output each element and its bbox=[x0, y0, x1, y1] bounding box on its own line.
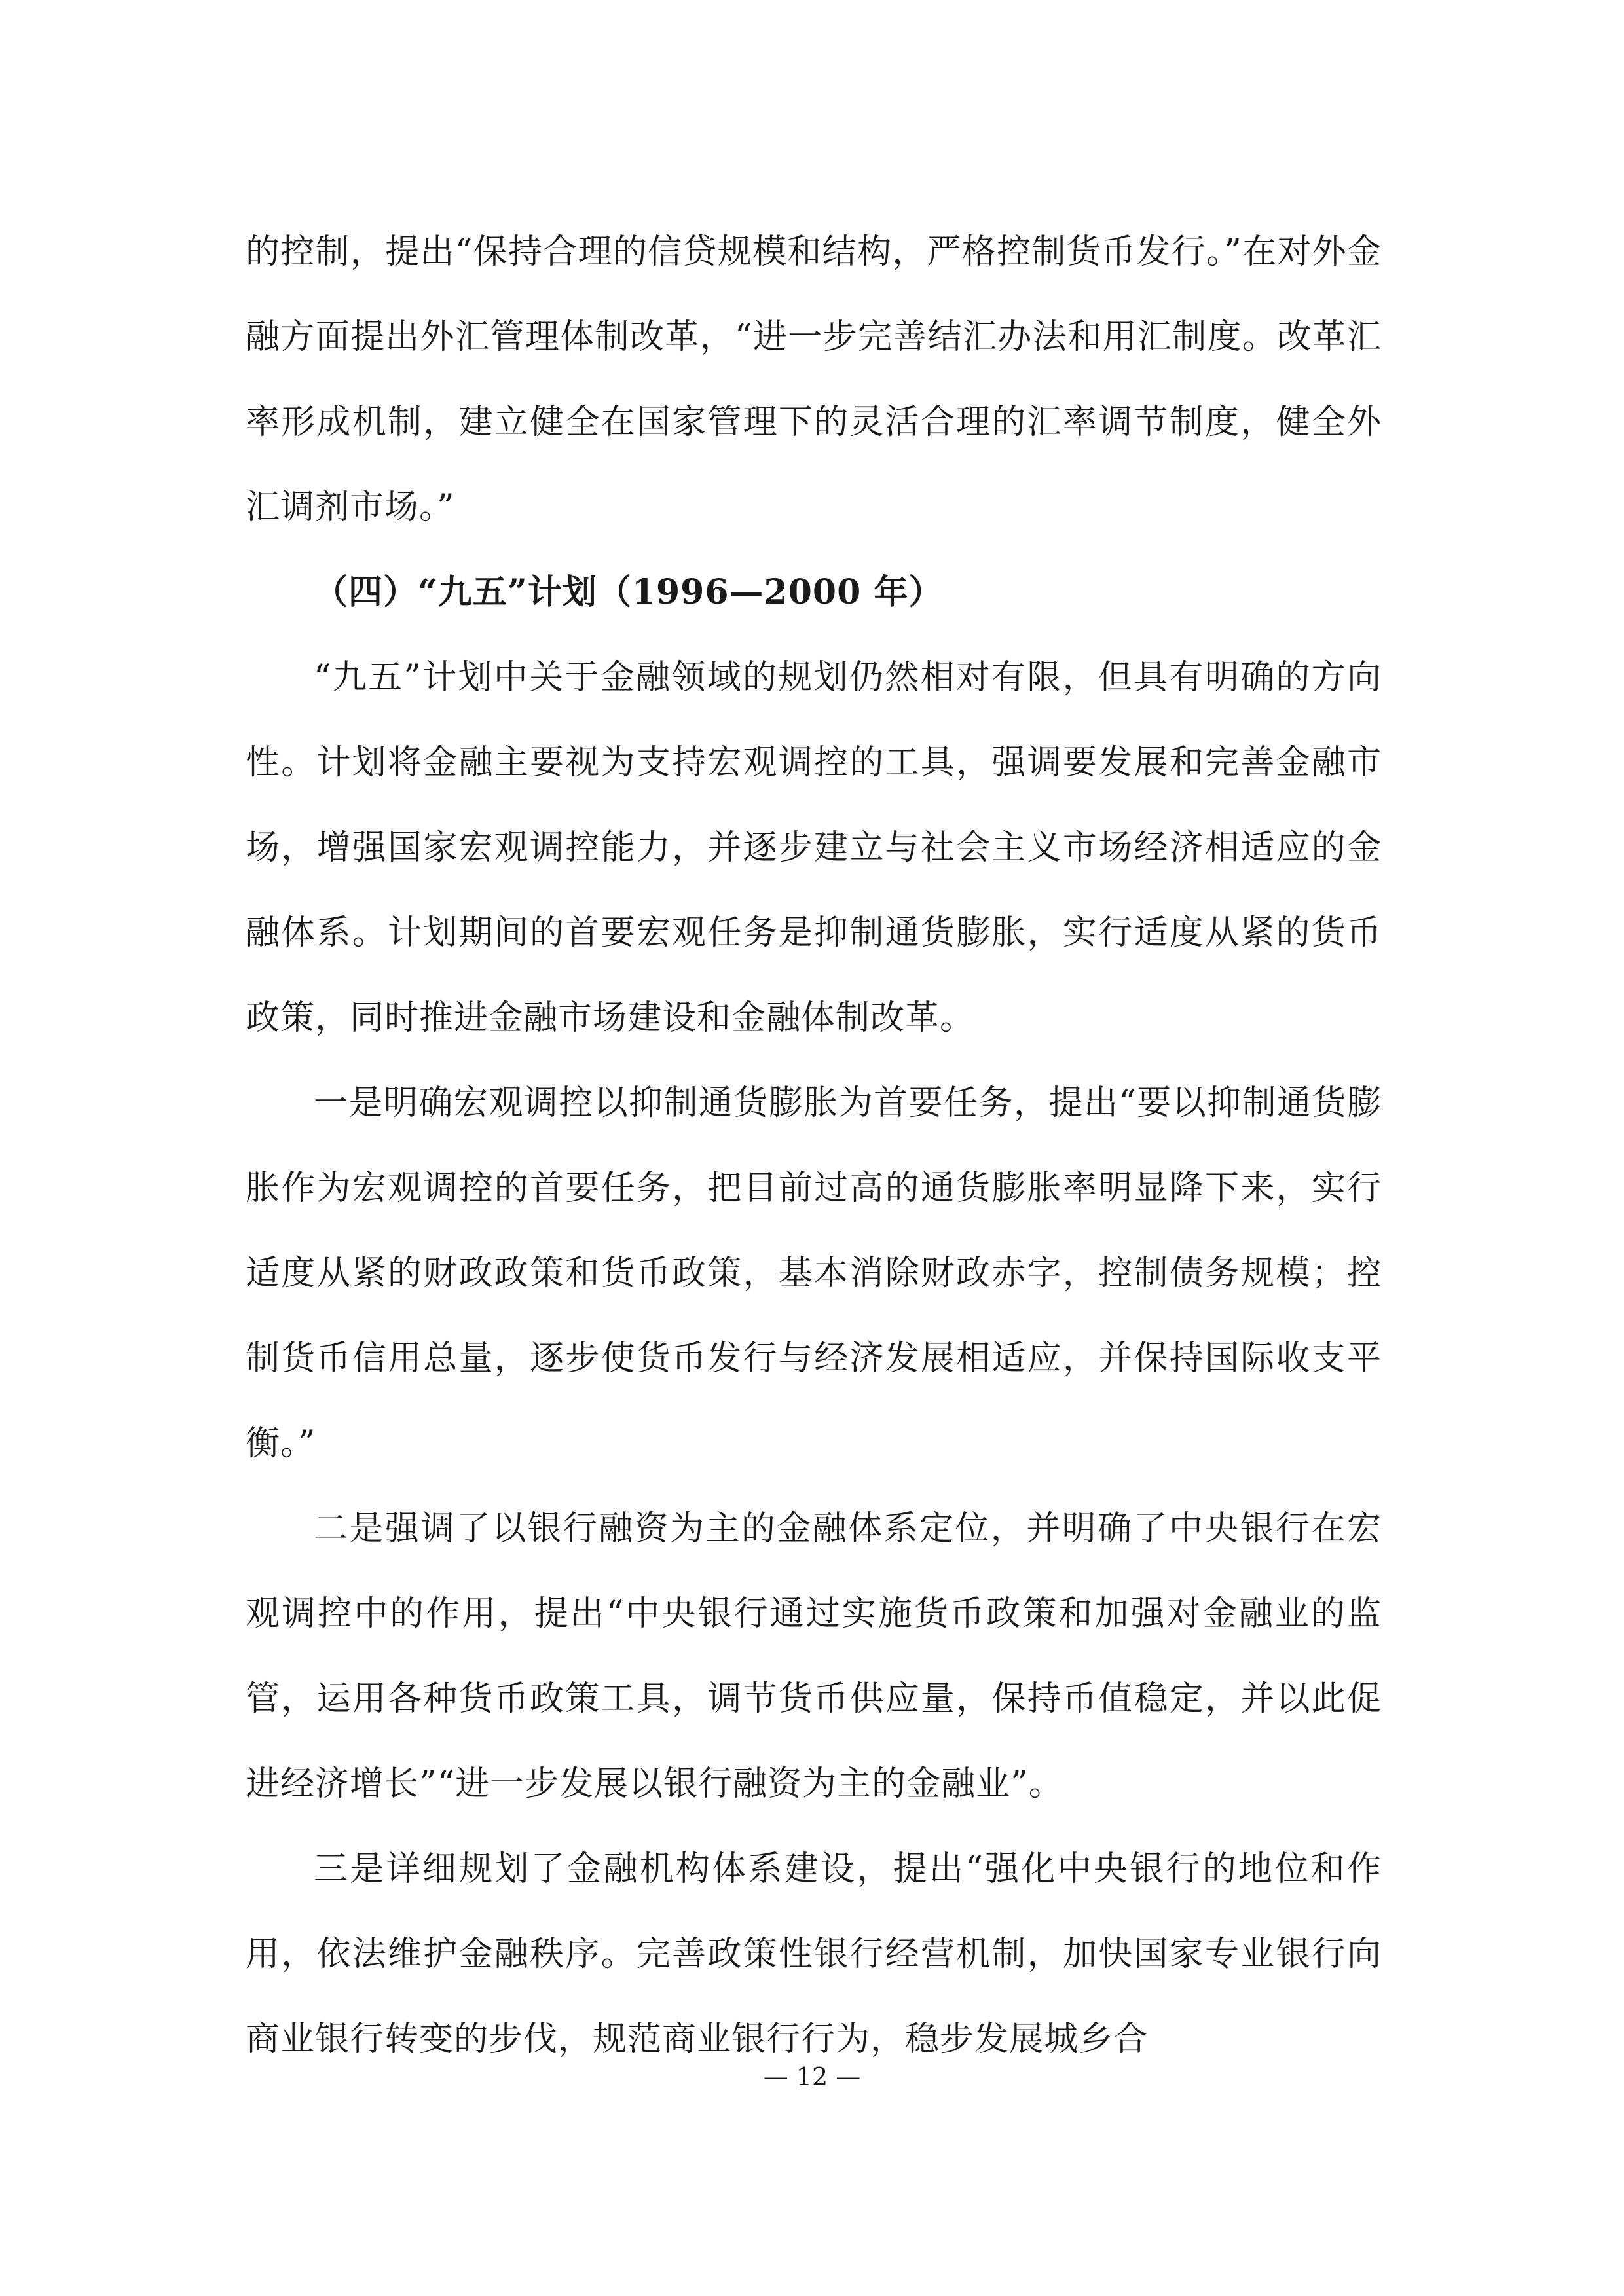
page-number: — 12 — bbox=[763, 2062, 861, 2091]
paragraph-point-two: 二是强调了以银行融资为主的金融体系定位，并明确了中央银行在宏观调控中的作用，提出“中央银行通过实施货币政策和加强对金融业的监管，运用各种货币政策工具，调节货币供应量，保持币值稳定，并以此促进经济增长”“进一步发展以银行融资为主的金融业”。 bbox=[246, 1509, 1382, 1804]
paragraph-intro: “九五”计划中关于金融领域的规划仍然相对有限，但具有明确的方向性。计划将金融主要视为支持宏观调控的工具，强调要发展和完善金融市场，增强国家宏观调控能力，并逐步建立与社会主义市场经济相适应的金融体系。计划期间的首要宏观任务是抑制通货膨胀，实行适度从紧的货币政策，同时推进金融市场建设和金融体制改革。 bbox=[246, 658, 1382, 1038]
paragraph-point-three: 三是详细规划了金融机构体系建设，提出“强化中央银行的地位和作用，依法维护金融秩序。完善政策性银行经营机制，加快国家专业银行向商业银行转变的步伐，规范商业银行行为，稳步发展城乡合 bbox=[246, 1850, 1382, 2059]
section-heading: （四）“九五”计划（1996—2000 年） bbox=[314, 572, 944, 612]
paragraph-point-one: 一是明确宏观调控以抑制通货膨胀为首要任务，提出“要以抑制通货膨胀作为宏观调控的首要任务，把目前过高的通货膨胀率明显降下来，实行适度从紧的财政政策和货币政策，基本消除财政赤字，控制债务规模；控制货币信用总量，逐步使货币发行与经济发展相适应，并保持国际收支平衡。” bbox=[246, 1084, 1382, 1463]
paragraph-continued: 的控制，提出“保持合理的信贷规模和结构，严格控制货币发行。”在对外金融方面提出外汇管理体制改革，“进一步完善结汇办法和用汇制度。改革汇率形成机制，建立健全在国家管理下的灵活合理的汇率调节制度，健全外汇调剂市场。” bbox=[246, 232, 1382, 527]
document-body bbox=[246, 210, 1382, 2082]
